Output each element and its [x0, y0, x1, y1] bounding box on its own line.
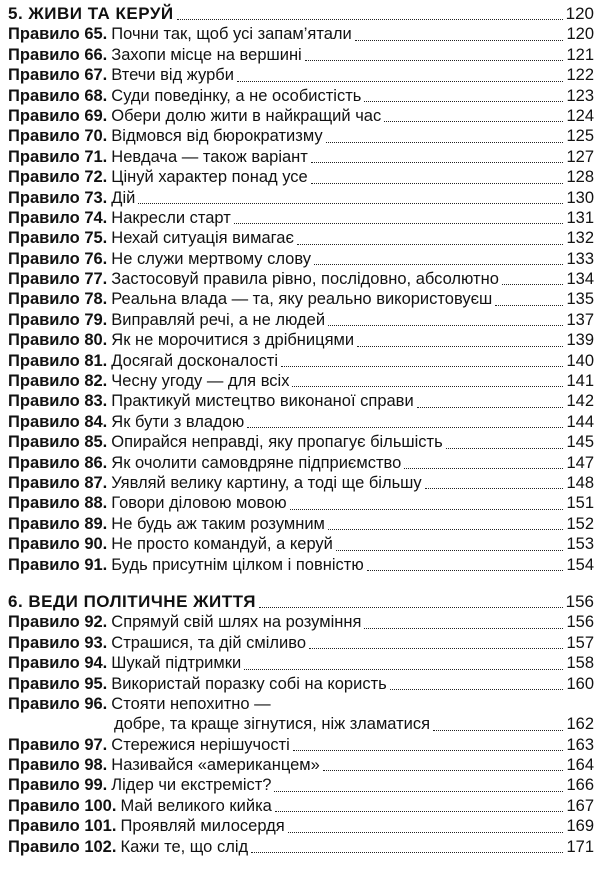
toc-entry[interactable]: [8, 249, 594, 269]
toc-entry[interactable]: [8, 391, 594, 411]
rule-title: Суди поведінку, а не особистість: [111, 86, 362, 105]
rule-label: Правило 101.: [8, 817, 117, 836]
dot-leader: [355, 40, 564, 41]
section-heading[interactable]: [8, 4, 594, 24]
rule-title: Кажи те, що слід: [120, 837, 249, 856]
dot-leader: [384, 121, 563, 122]
toc-entry[interactable]: [8, 775, 594, 795]
dot-leader: [314, 264, 563, 265]
dot-leader: [244, 669, 563, 670]
toc-entry[interactable]: [8, 147, 594, 167]
dot-leader: [237, 81, 564, 82]
dot-leader: [259, 607, 563, 608]
toc-entry[interactable]: [8, 473, 594, 493]
page-number: 139: [566, 331, 594, 350]
rule-title: Страшися, та дій сміливо: [111, 633, 307, 652]
rule-label: Правило 86.: [8, 453, 108, 472]
toc-entry[interactable]: [8, 188, 594, 208]
rule-title: Не будь аж таким розумним: [111, 514, 325, 533]
rule-label: Правило 77.: [8, 270, 108, 289]
toc-entry[interactable]: [8, 65, 594, 85]
page-number: 120: [565, 4, 594, 23]
toc-entry[interactable]: [8, 612, 594, 632]
rule-label: Правило 70.: [8, 127, 108, 146]
rule-label: Правило 90.: [8, 535, 108, 554]
rule-label: Правило 76.: [8, 249, 108, 268]
page-number: 123: [566, 86, 594, 105]
rule-title: Виправляй речі, а не людей: [111, 310, 326, 329]
dot-leader: [311, 183, 564, 184]
toc-entry[interactable]: [8, 126, 594, 146]
dot-leader: [293, 750, 564, 751]
rule-label: Правило 91.: [8, 555, 108, 574]
rule-title: Проявляй милосердя: [120, 817, 285, 836]
rule-title: Будь присутнім цілком і повністю: [111, 555, 364, 574]
toc-entry[interactable]: [8, 330, 594, 350]
rule-label: Правило 75.: [8, 229, 108, 248]
dot-leader: [323, 770, 564, 771]
dot-leader: [274, 791, 563, 792]
page-number: 169: [566, 817, 594, 836]
page-number: 156: [566, 613, 594, 632]
rule-title: Нехай ситуація вимагає: [111, 229, 294, 248]
rule-title: Називайся «американцем»: [111, 756, 320, 775]
page-number: 133: [566, 249, 594, 268]
rule-title-continued: добре, та краще зігнутися, ніж зламатися: [114, 715, 431, 734]
rule-title: Не просто командуй, а керуй: [111, 535, 333, 554]
rule-label: Правило 68.: [8, 86, 108, 105]
page-number: 144: [566, 412, 594, 431]
page-number: 124: [566, 106, 594, 125]
rule-title: Захопи місце на вершині: [111, 45, 302, 64]
page-number: 160: [566, 674, 594, 693]
rule-title: Почни так, щоб усі запам’ятали: [111, 25, 352, 44]
rule-title: Чесну угоду — для всіх: [111, 372, 290, 391]
toc-entry-continuation[interactable]: [8, 714, 594, 734]
dot-leader: [290, 509, 564, 510]
page-number: 145: [566, 433, 594, 452]
page-number: 151: [566, 494, 594, 513]
toc-entry[interactable]: [8, 432, 594, 452]
dot-leader: [446, 448, 564, 449]
page-number: 141: [566, 372, 594, 391]
rule-label: Правило 87.: [8, 473, 108, 492]
dot-leader: [292, 386, 563, 387]
dot-leader: [367, 570, 564, 571]
rule-title: Уявляй велику картину, а тоді ще більшу: [111, 473, 422, 492]
toc-entry[interactable]: [8, 493, 594, 513]
rule-label: Правило 66.: [8, 45, 108, 64]
page-number: 148: [566, 473, 594, 492]
rule-title: Як не морочитися з дрібницями: [111, 331, 355, 350]
toc-entry[interactable]: [8, 24, 594, 44]
rule-label: Правило 93.: [8, 633, 108, 652]
toc-entry[interactable]: [8, 412, 594, 432]
toc-entry[interactable]: [8, 735, 594, 755]
rule-title: Застосовуй правила рівно, послідовно, абсолютно: [111, 270, 499, 289]
dot-leader: [336, 550, 564, 551]
toc-entry[interactable]: [8, 351, 594, 371]
page-number: 128: [566, 168, 594, 187]
dot-leader: [502, 284, 564, 285]
rule-label: Правило 94.: [8, 654, 108, 673]
rule-label: Правило 78.: [8, 290, 108, 309]
dot-leader: [275, 811, 564, 812]
rule-label: Правило 96.: [8, 694, 108, 713]
page-number: 157: [566, 633, 594, 652]
page-number: 163: [566, 735, 594, 754]
rule-label: Правило 69.: [8, 106, 108, 125]
page-number: 142: [566, 392, 594, 411]
dot-leader: [297, 244, 564, 245]
rule-label: Правило 95.: [8, 674, 108, 693]
rule-label: Правило 84.: [8, 412, 108, 431]
toc-entry[interactable]: [8, 674, 594, 694]
toc-entry[interactable]: [8, 371, 594, 391]
page-number: 171: [566, 837, 594, 856]
dot-leader: [247, 427, 563, 428]
rule-title: Як бути з владою: [111, 412, 245, 431]
rule-label: Правило 97.: [8, 735, 108, 754]
rule-label: Правило 80.: [8, 331, 108, 350]
rule-title: Досягай досконалості: [111, 351, 279, 370]
rule-title: Як очолити самовдряне підприємство: [111, 453, 402, 472]
toc-entry[interactable]: [8, 633, 594, 653]
toc-entry[interactable]: [8, 453, 594, 473]
toc-entry[interactable]: [8, 694, 594, 714]
toc-entry[interactable]: [8, 269, 594, 289]
page-number: 122: [566, 66, 594, 85]
toc-entry[interactable]: [8, 816, 594, 836]
rule-label: Правило 88.: [8, 494, 108, 513]
rule-label: Правило 82.: [8, 372, 108, 391]
toc-entry[interactable]: [8, 837, 594, 857]
dot-leader: [425, 488, 564, 489]
rule-title: Шукай підтримки: [111, 654, 242, 673]
toc-section: [8, 4, 594, 575]
toc-entry[interactable]: [8, 228, 594, 248]
page-number: 121: [566, 45, 594, 64]
dot-leader: [328, 325, 563, 326]
rule-title: Втечи від журби: [111, 66, 234, 85]
page-number: 152: [566, 514, 594, 533]
page-number: 158: [566, 654, 594, 673]
dot-leader: [326, 142, 564, 143]
page-number: 132: [566, 229, 594, 248]
page-number: 166: [566, 776, 594, 795]
toc-entry[interactable]: [8, 208, 594, 228]
toc-entry[interactable]: [8, 514, 594, 534]
toc-section: [8, 592, 594, 857]
dot-leader: [309, 648, 563, 649]
toc-entry[interactable]: [8, 534, 594, 554]
dot-leader: [495, 305, 563, 306]
rule-title: Цінуй характер понад усе: [111, 168, 308, 187]
toc-entry[interactable]: [8, 106, 594, 126]
rule-title: Практикуй мистецтво виконаної справи: [111, 392, 414, 411]
dot-leader: [364, 101, 563, 102]
rule-label: Правило 102.: [8, 837, 117, 856]
rule-label: Правило 73.: [8, 188, 108, 207]
rule-label: Правило 71.: [8, 147, 108, 166]
page-number: 131: [566, 208, 594, 227]
dot-leader: [288, 832, 564, 833]
page-number: 147: [566, 453, 594, 472]
rule-label: Правило 65.: [8, 25, 108, 44]
rule-title: Накресли старт: [111, 208, 231, 227]
dot-leader: [328, 529, 564, 530]
dot-leader: [281, 366, 563, 367]
toc-entry[interactable]: [8, 755, 594, 775]
rule-label: Правило 100.: [8, 796, 117, 815]
rule-title: Не служи мертвому слову: [111, 249, 312, 268]
rule-title: Реальна влада — та, яку реально використовуєш: [111, 290, 493, 309]
rule-title: Опирайся неправді, яку пропагує більшість: [111, 433, 443, 452]
rule-title: Дій: [111, 188, 136, 207]
dot-leader: [357, 346, 563, 347]
rule-title: Невдача — також варіант: [111, 147, 308, 166]
dot-leader: [177, 19, 563, 20]
dot-leader: [404, 468, 563, 469]
section-title: 6. ВЕДИ ПОЛІТИЧНЕ ЖИТТЯ: [8, 591, 256, 611]
page-number: 137: [566, 310, 594, 329]
rule-label: Правило 74.: [8, 208, 108, 227]
dot-leader: [311, 162, 564, 163]
dot-leader: [138, 203, 563, 204]
rule-label: Правило 67.: [8, 66, 108, 85]
page-number: 164: [566, 756, 594, 775]
page-number: 167: [566, 796, 594, 815]
page-number: 162: [566, 715, 594, 734]
dot-leader: [364, 628, 563, 629]
page-number: 156: [565, 591, 594, 611]
rule-title: Май великого кийка: [120, 796, 272, 815]
rule-label: Правило 92.: [8, 613, 108, 632]
dot-leader: [417, 407, 564, 408]
toc-entry[interactable]: [8, 796, 594, 816]
page-number: 154: [566, 555, 594, 574]
dot-leader: [251, 852, 563, 853]
rule-label: Правило 98.: [8, 756, 108, 775]
dot-leader: [390, 689, 564, 690]
dot-leader: [305, 60, 564, 61]
page-number: 130: [566, 188, 594, 207]
rule-title: Говори діловою мовою: [111, 494, 287, 513]
toc-entry[interactable]: [8, 289, 594, 309]
page-number: 127: [566, 147, 594, 166]
toc-entry[interactable]: [8, 45, 594, 65]
rule-title: Стережися нерішучості: [111, 735, 290, 754]
rule-label: Правило 85.: [8, 433, 108, 452]
rule-title: Стояти непохитно —: [111, 694, 271, 713]
page-number: 135: [566, 290, 594, 309]
rule-title: Відмовся від бюрократизму: [111, 127, 323, 146]
page-number: 125: [566, 127, 594, 146]
page-number: 153: [566, 535, 594, 554]
toc-entry[interactable]: [8, 86, 594, 106]
rule-label: Правило 83.: [8, 392, 108, 411]
section-title: 5. ЖИВИ ТА КЕРУЙ: [8, 4, 174, 23]
dot-leader: [234, 223, 564, 224]
rule-title: Спрямуй свій шлях на розуміння: [111, 613, 362, 632]
toc-entry[interactable]: [8, 653, 594, 673]
rule-title: Лідер чи екстреміст?: [111, 776, 272, 795]
rule-label: Правило 72.: [8, 168, 108, 187]
rule-label: Правило 89.: [8, 514, 108, 533]
section-heading[interactable]: [8, 592, 594, 612]
toc-entry[interactable]: [8, 310, 594, 330]
page-number: 120: [566, 25, 594, 44]
rule-title: Обери долю жити в найкращий час: [111, 106, 382, 125]
page-number: 134: [566, 270, 594, 289]
dot-leader: [433, 730, 563, 731]
rule-label: Правило 99.: [8, 776, 108, 795]
rule-label: Правило 81.: [8, 351, 108, 370]
page-number: 140: [566, 351, 594, 370]
toc-entry[interactable]: [8, 167, 594, 187]
rule-label: Правило 79.: [8, 310, 108, 329]
toc-entry[interactable]: [8, 555, 594, 575]
rule-title: Використай поразку собі на користь: [111, 674, 387, 693]
